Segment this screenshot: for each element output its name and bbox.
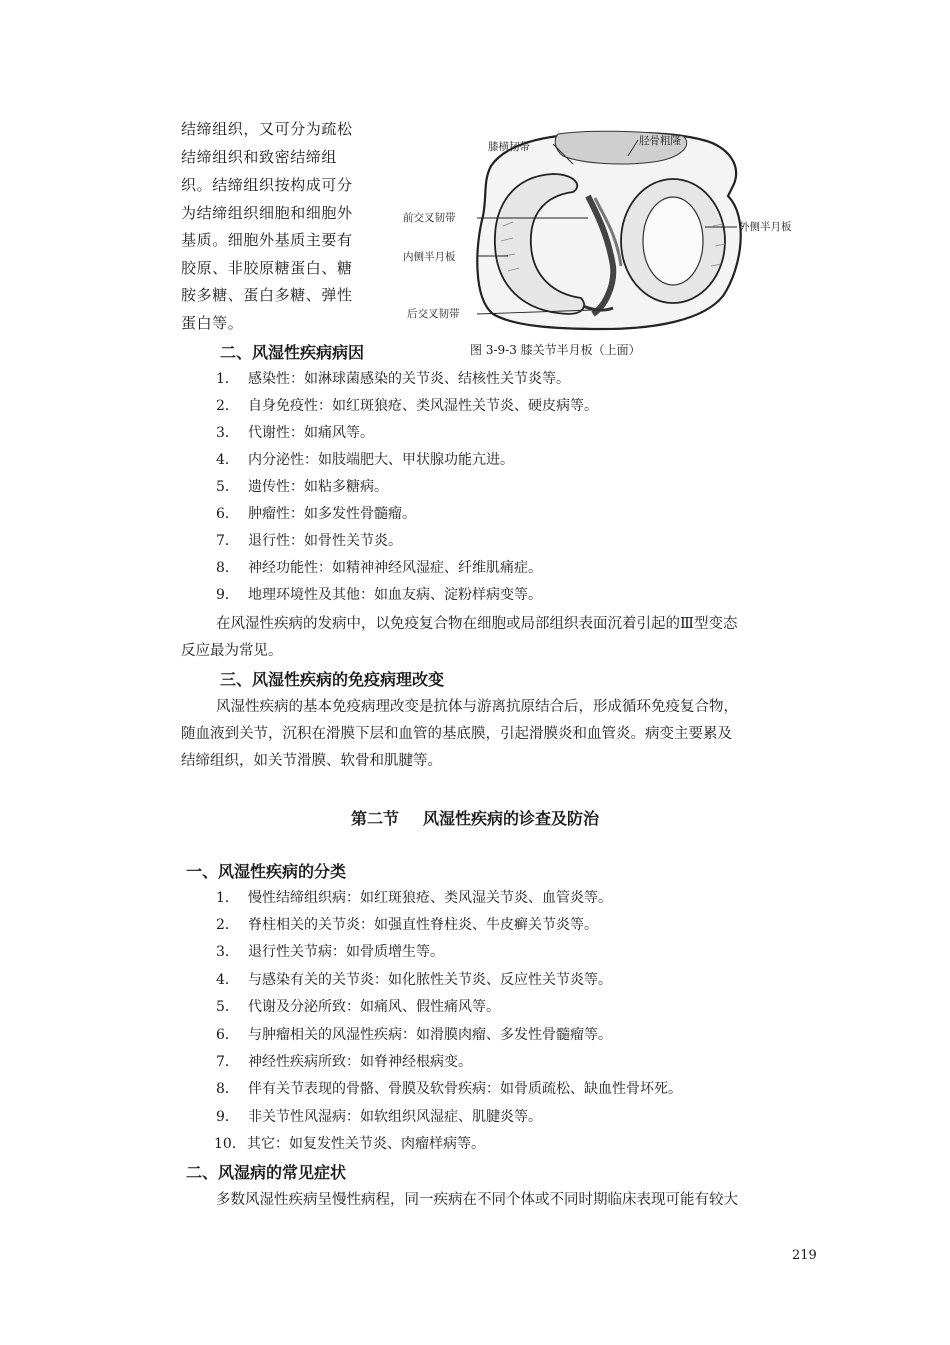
paragraph-line: 风湿性疾病的基本免疫病理改变是抗体与游离抗原结合后，形成循环免疫复合物， [216,699,738,715]
list-item: 6． 肿瘤性：如多发性骨髓瘤。 [216,506,416,522]
label-anterior-cruciate: 前交叉韧带 [403,212,456,224]
label-lateral-meniscus: 外侧半月板 [739,221,792,233]
list-item: 5． 代谢及分泌所致：如痛风、假性痛风等。 [216,999,500,1015]
paragraph-line: 反应最为常见。 [181,643,283,659]
page-number: 219 [792,1248,817,1263]
intro-line: 基质。细胞外基质主要有 [181,231,353,249]
list-item: 9． 地理环境性及其他：如血友病、淀粉样病变等。 [216,587,542,603]
list-item: 6． 与肿瘤相关的风湿性疾病：如滑膜肉瘤、多发性骨髓瘤等。 [216,1027,612,1043]
list-item: 5． 遗传性：如粘多糖病。 [216,479,388,495]
heading-immunopathology: 三、风湿性疾病的免疫病理改变 [220,670,445,689]
heading-symptoms: 二、风湿病的常见症状 [186,1163,347,1182]
list-item: 1． 感染性：如淋球菌感染的关节炎、结核性关节炎等。 [216,371,570,387]
intro-line: 结缔组织，又可分为疏松 [181,120,353,138]
section-title [0,806,950,829]
list-item: 8． 神经功能性：如精神神经风湿症、纤维肌痛症。 [216,560,542,576]
list-item: 7． 退行性：如骨性关节炎。 [216,533,402,549]
paragraph-line: 结缔组织，如关节滑膜、软骨和肌腱等。 [181,753,442,769]
intro-line: 蛋白等。 [181,314,244,332]
paragraph-line: 随血液到关节，沉积在滑膜下层和血管的基底膜，引起滑膜炎和血管炎。病变主要累及 [181,726,732,742]
heading-classification: 一、风湿性疾病的分类 [186,862,347,881]
figure-caption: 图 3-9-3 膝关节半月板（上面） [470,343,641,357]
list-item: 8． 伴有关节表现的骨骼、骨膜及软骨疾病：如骨质疏松、缺血性骨坏死。 [216,1081,682,1097]
paragraph-line: 多数风湿性疾病呈慢性病程，同一疾病在不同个体或不同时期临床表现可能有较大 [216,1192,738,1208]
label-medial-meniscus: 内侧半月板 [403,251,456,263]
list-item: 4． 内分泌性：如肢端肥大、甲状腺功能亢进。 [216,452,514,468]
label-tibial-tuberosity: 胫骨粗隆 [639,135,681,147]
label-posterior-cruciate: 后交叉韧带 [407,308,460,320]
label-knee-transverse-ligament: 膝横韧带 [488,141,530,153]
list-item: 4． 与感染有关的关节炎：如化脓性关节炎、反应性关节炎等。 [216,972,612,988]
list-item: 7． 神经性疾病所致：如脊神经根病变。 [216,1054,472,1070]
heading-causes: 二、风湿性疾病病因 [220,343,365,362]
knee-meniscus-illustration [383,126,823,332]
list-item: 1． 慢性结缔组织病：如红斑狼疮、类风湿关节炎、血管炎等。 [216,890,612,906]
section-title-text: 风湿性疾病的诊查及防治 [423,809,600,828]
intro-line: 结缔组织和致密结缔组 [181,148,338,166]
list-item: 2． 自身免疫性：如红斑狼疮、类风湿性关节炎、硬皮病等。 [216,398,598,414]
list-item: 3． 代谢性：如痛风等。 [216,425,374,441]
list-item: 2． 脊柱相关的关节炎：如强直性脊柱炎、牛皮癣关节炎等。 [216,917,598,933]
intro-line: 织。结缔组织按构成可分 [181,176,353,194]
list-item: 10．其它：如复发性关节炎、肉瘤样病等。 [214,1136,485,1152]
intro-line: 为结缔组织细胞和细胞外 [181,204,353,222]
intro-line: 胶原、非胶原糖蛋白、糖 [181,259,353,277]
list-item: 3． 退行性关节病：如骨质增生等。 [216,944,444,960]
list-item: 9． 非关节性风湿病：如软组织风湿症、肌腱炎等。 [216,1109,542,1125]
intro-line: 胺多糖、蛋白多糖、弹性 [181,286,353,304]
paragraph-line: 在风湿性疾病的发病中，以免疫复合物在细胞或局部组织表面沉着引起的Ⅲ型变态 [216,616,738,632]
section-number: 第二节 [350,809,399,828]
